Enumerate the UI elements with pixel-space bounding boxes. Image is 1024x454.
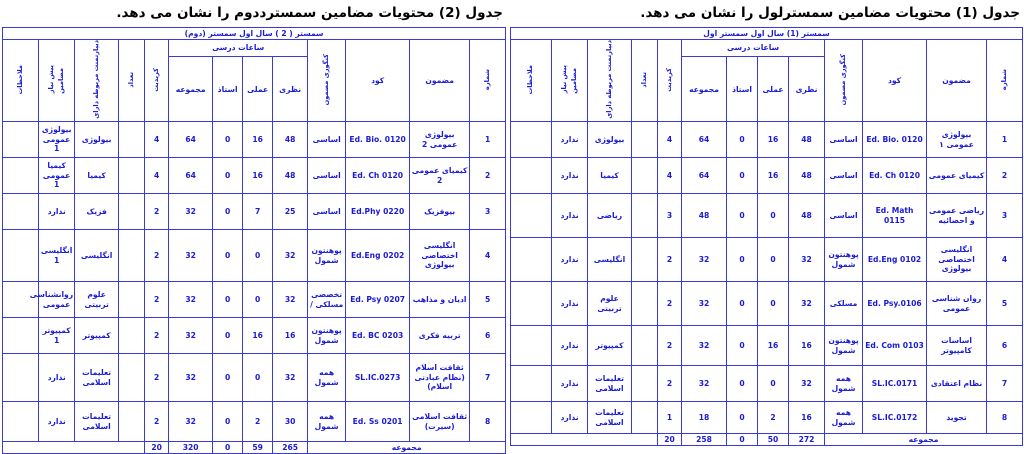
cell-prerequisite: ندارد [552,158,588,194]
table-row [511,402,1023,434]
cell-credit: 2 [145,402,169,442]
cell-subject: بیولوژی عمومی ۱ [927,122,987,158]
col-header-category: کتگوری مضمون [308,40,346,122]
col-header-code: کود [863,40,927,122]
cell-code: Ed. Ss 0201 [346,402,410,442]
table-row [511,282,1023,326]
table-2-body [3,28,506,454]
cell-subject: انگلیسی اختصاصی بیولوژی [927,238,987,282]
col-header-prerequisite: مضامین پیش نیاز [552,40,588,122]
cell-practical: 0 [758,194,789,238]
col-header-subject: مضمون [410,40,470,122]
cell-credit-count [119,402,145,442]
cell-theory: 32 [789,366,825,402]
cell-theory: 32 [789,282,825,326]
cell-credit: 2 [658,238,682,282]
cell-practical: 16 [243,122,273,158]
cell-credit-count [119,282,145,318]
cell-total: 48 [682,194,727,238]
cell-instructor: 0 [727,326,758,366]
cell-credit: 1 [658,402,682,434]
cell-credit: 3 [658,194,682,238]
col-header-theory: نظری [273,57,308,122]
cell-subject: روان شناسی عمومی [927,282,987,326]
cell-practical: 16 [243,318,273,354]
table-2-panel [2,0,505,454]
cell-subject: بیولوژی عمومی 2 [410,122,470,158]
table-row [3,282,506,318]
cell-practical: 0 [243,282,273,318]
total-theory: 265 [273,442,308,454]
cell-department: کمپیوتر [588,326,632,366]
totals-row [3,442,506,454]
cell-theory: 16 [273,318,308,354]
cell-theory: 30 [273,402,308,442]
cell-total: 32 [169,402,213,442]
cell-department: تعلیمات اسلامی [588,366,632,402]
cell-department: انگلیسی [588,238,632,282]
cell-instructor: 0 [213,402,243,442]
cell-code: SL.IC.0171 [863,366,927,402]
cell-subject: بیوفزیک [410,194,470,230]
cell-total: 32 [682,282,727,326]
cell-prerequisite: کمپیوتر 1 [39,318,75,354]
total-theory: 272 [789,434,825,446]
cell-department: علوم تربیتی [75,282,119,318]
cell-practical: 0 [243,354,273,402]
cell-prerequisite: ندارد [552,366,588,402]
col-header-category: کتگوری مضمون [825,40,863,122]
cell-practical: 0 [758,238,789,282]
cell-theory: 32 [789,238,825,282]
cell-subject: ثقافت اسلام (نظام عبادتی اسلام) [410,354,470,402]
cell-code: Ed. Bio. 0120 [346,122,410,158]
col-header-credit: کریدیت [145,40,169,122]
cell-number: 1 [470,122,506,158]
table-1-panel [510,0,1022,446]
cell-category: همه شمول [825,402,863,434]
cell-credit-count [632,194,658,238]
cell-category: اساسی [825,158,863,194]
totals-blank [511,434,658,446]
table-row [3,194,506,230]
table-row [3,354,506,402]
table-row [3,230,506,282]
total-instructor: 0 [727,434,758,446]
cell-prerequisite: کیمیا عمومی 1 [39,158,75,194]
cell-department: کیمیا [588,158,632,194]
cell-credit-count [632,402,658,434]
cell-notes [3,158,39,194]
cell-credit: 2 [145,354,169,402]
col-header-department: دیپارتمنت مربوطه دارای [75,40,119,122]
cell-code: Ed. Ch 0120 [346,158,410,194]
col-header-total: مجموعه [682,57,727,122]
cell-total: 32 [169,194,213,230]
cell-total: 32 [169,318,213,354]
cell-practical: 0 [243,230,273,282]
table-2 [2,27,506,454]
cell-number: 7 [470,354,506,402]
cell-code: Ed.Eng 0102 [863,238,927,282]
cell-code: Ed. Com 0103 [863,326,927,366]
cell-theory: 32 [273,354,308,402]
table-row [511,194,1023,238]
table-row [3,318,506,354]
cell-number: 3 [987,194,1023,238]
cell-number: 3 [470,194,506,230]
table-row [511,366,1023,402]
cell-theory: 48 [273,158,308,194]
cell-number: 2 [987,158,1023,194]
cell-instructor: 0 [213,318,243,354]
cell-code: Ed.Eng 0202 [346,230,410,282]
cell-practical: 7 [243,194,273,230]
cell-total: 32 [169,230,213,282]
cell-department: بیولوژی [75,122,119,158]
cell-department: انگلیسی [75,230,119,282]
cell-subject: تربیه فکری [410,318,470,354]
cell-department: بیولوژی [588,122,632,158]
cell-credit-count [632,158,658,194]
cell-prerequisite: انگلیسی 1 [39,230,75,282]
cell-theory: 32 [273,282,308,318]
cell-category: همه شمول [308,402,346,442]
cell-instructor: 0 [213,282,243,318]
cell-category: پوهنتون شمول [308,318,346,354]
table-row [511,238,1023,282]
cell-subject: ریاضی عمومی و احصائیه [927,194,987,238]
cell-credit-count [119,230,145,282]
cell-subject: اساسات کامپیوتر [927,326,987,366]
col-header-instructor: استاذ [727,57,758,122]
cell-theory: 48 [789,122,825,158]
cell-code: SL.IC.0273 [346,354,410,402]
totals-label: مجموعه [308,442,506,454]
cell-category: پوهنتون شمول [825,326,863,366]
cell-category: همه شمول [825,366,863,402]
cell-credit: 2 [658,282,682,326]
cell-instructor: 0 [727,194,758,238]
cell-notes [511,122,552,158]
cell-notes [3,122,39,158]
col-header-number: شماره [987,40,1023,122]
total-instructor: 0 [213,442,243,454]
cell-category: پوهنتون شمول [308,230,346,282]
cell-credit-count [632,122,658,158]
cell-credit-count [119,122,145,158]
cell-department: علوم تربیتی [588,282,632,326]
col-header-practical: عملی [243,57,273,122]
cell-notes [3,194,39,230]
totals-label: مجموعه [825,434,1023,446]
cell-notes [511,402,552,434]
cell-credit: 2 [145,230,169,282]
cell-instructor: 0 [727,282,758,326]
cell-theory: 48 [789,158,825,194]
cell-number: 5 [987,282,1023,326]
total-hours: 258 [682,434,727,446]
cell-credit-count [119,158,145,194]
cell-theory: 16 [789,402,825,434]
cell-credit: 2 [658,326,682,366]
cell-total: 32 [169,354,213,402]
table-2-title: جدول (2) محتویات مضامین سمسترددوم را نشان می دهد. [116,5,503,21]
cell-instructor: 0 [213,194,243,230]
cell-total: 32 [682,366,727,402]
cell-number: 7 [987,366,1023,402]
cell-category: اساسی [825,194,863,238]
cell-code: Ed. BC 0203 [346,318,410,354]
cell-code: Ed. Ch 0120 [863,158,927,194]
cell-prerequisite: ندارد [39,402,75,442]
cell-category: اساسی [825,122,863,158]
cell-number: 1 [987,122,1023,158]
cell-credit: 4 [145,158,169,194]
cell-credit-count [632,238,658,282]
table-1-title: جدول (1) محتویات مضامین سمسترلول را نشان می دهد. [640,5,1020,21]
cell-department: تعلیمات اسلامی [588,402,632,434]
cell-category: اساسی [308,122,346,158]
col-header-hours: ساعات درسی [682,40,825,57]
cell-credit: 2 [145,282,169,318]
table-2-caption: سمستر ( 2 ) سال اول سمستر (دوم) [3,28,506,40]
cell-category: اساسی [308,194,346,230]
cell-subject: نظام اعتقادی [927,366,987,402]
cell-credit: 2 [145,318,169,354]
table-row [3,158,506,194]
cell-credit: 2 [145,194,169,230]
cell-credit-count [119,194,145,230]
total-credit: 20 [658,434,682,446]
cell-subject: ادیان و مذاهب [410,282,470,318]
table-row [3,402,506,442]
cell-number: 4 [470,230,506,282]
cell-prerequisite: ندارد [552,194,588,238]
col-header-credit-count: تعداد [632,40,658,122]
table-row [511,122,1023,158]
cell-theory: 32 [273,230,308,282]
cell-practical: 16 [758,326,789,366]
cell-department: تعلیمات اسلامی [75,354,119,402]
table-1-caption: سمستر (1) سال اول سمستر اول [511,28,1023,40]
cell-notes [511,366,552,402]
cell-category: اساسی [308,158,346,194]
cell-notes [511,238,552,282]
cell-department: کمپیوتر [75,318,119,354]
table-row [511,158,1023,194]
cell-category: همه شمول [308,354,346,402]
col-header-code: کود [346,40,410,122]
cell-department: فزیک [75,194,119,230]
cell-notes [511,194,552,238]
cell-notes [3,354,39,402]
cell-instructor: 0 [213,158,243,194]
cell-credit-count [119,354,145,402]
cell-subject: کیمیای عمومی [927,158,987,194]
total-practical: 59 [243,442,273,454]
cell-category: پوهنتون شمول [825,238,863,282]
cell-total: 32 [169,282,213,318]
cell-credit-count [119,318,145,354]
cell-theory: 16 [789,326,825,366]
cell-department: کیمیا [75,158,119,194]
cell-total: 64 [169,122,213,158]
col-header-subject: مضمون [927,40,987,122]
cell-code: SL.IC.0172 [863,402,927,434]
cell-instructor: 0 [727,122,758,158]
cell-total: 64 [682,158,727,194]
cell-category: تخصصی مسلکی / [308,282,346,318]
table-1-body [511,28,1023,446]
cell-total: 64 [169,158,213,194]
cell-instructor: 0 [213,230,243,282]
cell-notes [3,318,39,354]
cell-instructor: 0 [727,366,758,402]
cell-credit: 4 [145,122,169,158]
cell-prerequisite: بیولوژی عمومی 1 [39,122,75,158]
col-header-department: دیپارتمنت مربوطه دارای [588,40,632,122]
total-credit: 20 [145,442,169,454]
col-header-prerequisite: مضامین پیش نیاز [39,40,75,122]
cell-code: Ed. Bio. 0120 [863,122,927,158]
cell-total: 18 [682,402,727,434]
table-row [511,326,1023,366]
cell-practical: 2 [758,402,789,434]
col-header-notes: ملاحظات [511,40,552,122]
cell-department: تعلیمات اسلامی [75,402,119,442]
cell-instructor: 0 [213,354,243,402]
cell-code: Ed. Psy 0207 [346,282,410,318]
col-header-instructor: استاذ [213,57,243,122]
cell-category: مسلکی [825,282,863,326]
cell-prerequisite: ندارد [552,122,588,158]
col-header-credit-count: تعداد [119,40,145,122]
totals-row [511,434,1023,446]
cell-instructor: 0 [727,238,758,282]
cell-prerequisite: ندارد [552,402,588,434]
cell-code: Ed. Math 0115 [863,194,927,238]
cell-number: 5 [470,282,506,318]
cell-credit: 4 [658,122,682,158]
cell-prerequisite: ندارد [552,282,588,326]
cell-practical: 16 [758,122,789,158]
cell-prerequisite: ندارد [552,238,588,282]
cell-code: Ed. Psy.0106 [863,282,927,326]
cell-number: 4 [987,238,1023,282]
cell-total: 32 [682,238,727,282]
cell-practical: 2 [243,402,273,442]
cell-total: 32 [682,326,727,366]
cell-notes [3,282,39,318]
col-header-notes: ملاحظات [3,40,39,122]
cell-subject: ثقافت اسلامی (سیرت) [410,402,470,442]
cell-number: 2 [470,158,506,194]
cell-prerequisite: ندارد [39,194,75,230]
cell-notes [3,230,39,282]
col-header-theory: نظری [789,57,825,122]
col-header-total: مجموعه [169,57,213,122]
cell-instructor: 0 [727,158,758,194]
cell-prerequisite: روانشناسی عمومی [39,282,75,318]
total-hours: 320 [169,442,213,454]
cell-code: Ed.Phy 0220 [346,194,410,230]
cell-credit-count [632,366,658,402]
cell-department: ریاضی [588,194,632,238]
cell-credit: 4 [658,158,682,194]
cell-instructor: 0 [727,402,758,434]
cell-practical: 16 [758,158,789,194]
cell-subject: کیمیای عمومی 2 [410,158,470,194]
cell-practical: 0 [758,366,789,402]
cell-prerequisite: ندارد [552,326,588,366]
total-practical: 50 [758,434,789,446]
cell-number: 8 [987,402,1023,434]
cell-number: 8 [470,402,506,442]
cell-notes [511,282,552,326]
cell-subject: تجوید [927,402,987,434]
cell-credit-count [632,282,658,326]
cell-notes [3,402,39,442]
cell-credit-count [632,326,658,366]
totals-blank [3,442,145,454]
cell-practical: 16 [243,158,273,194]
cell-theory: 48 [789,194,825,238]
cell-theory: 48 [273,122,308,158]
col-header-credit: کریدیت [658,40,682,122]
table-1 [510,27,1023,446]
col-header-hours: ساعات درسی [169,40,308,57]
cell-notes [511,158,552,194]
col-header-practical: عملی [758,57,789,122]
table-row [3,122,506,158]
cell-credit: 2 [658,366,682,402]
cell-prerequisite: ندارد [39,354,75,402]
cell-number: 6 [987,326,1023,366]
cell-notes [511,326,552,366]
cell-instructor: 0 [213,122,243,158]
col-header-number: شماره [470,40,506,122]
cell-total: 64 [682,122,727,158]
cell-subject: انگلیسی اختصاصی بیولوژی [410,230,470,282]
cell-practical: 0 [758,282,789,326]
cell-number: 6 [470,318,506,354]
cell-theory: 25 [273,194,308,230]
